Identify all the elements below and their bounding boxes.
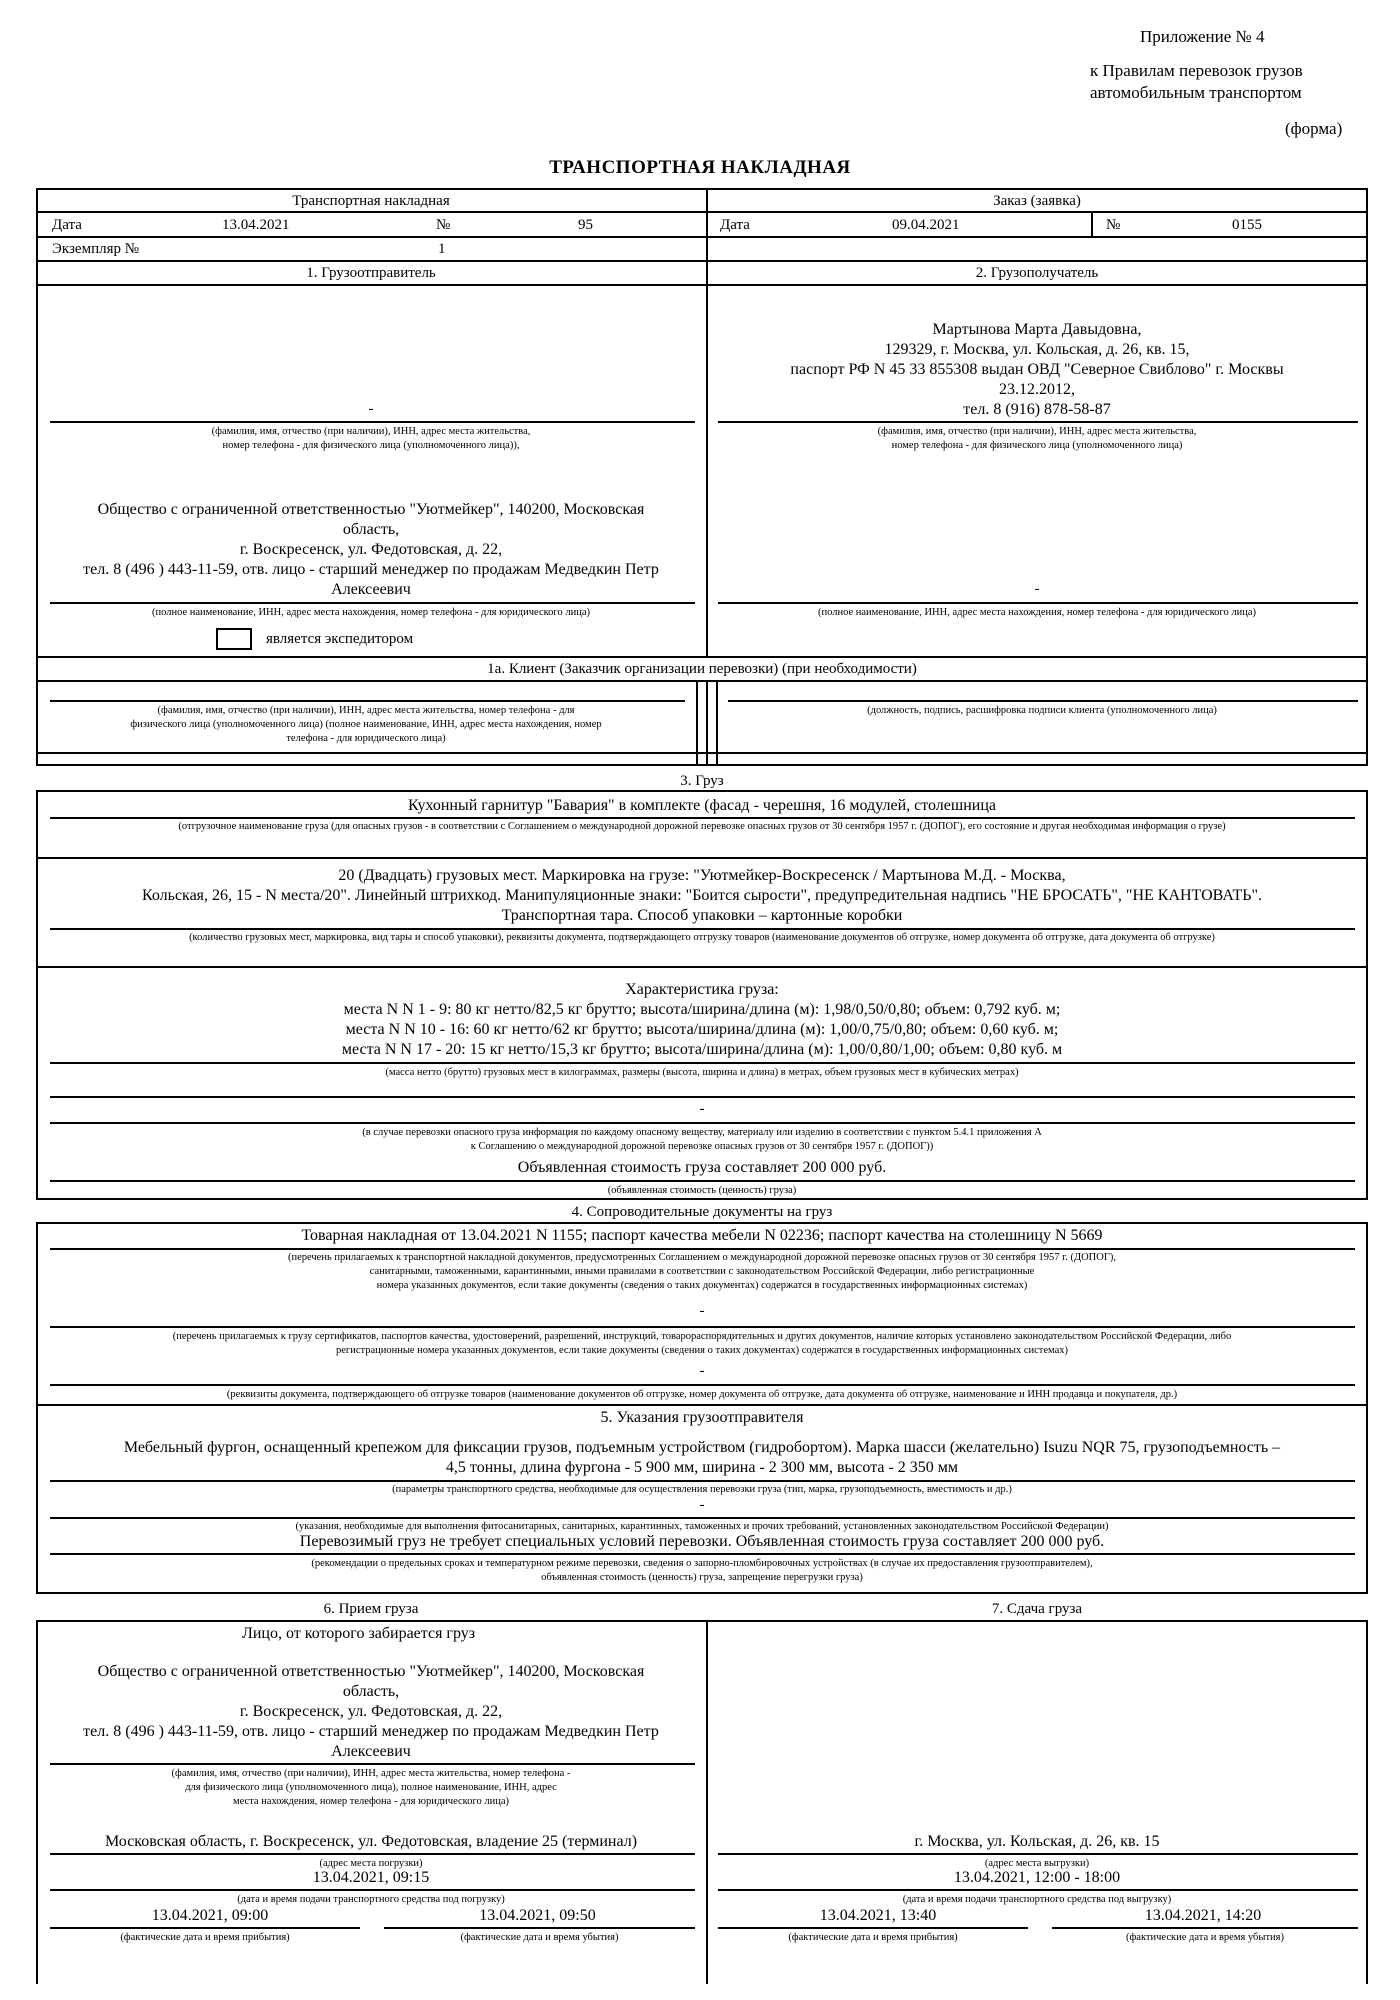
unloading-arrival-caption: (фактические дата и время прибытия): [788, 1932, 958, 1943]
consignee-company-caption: (полное наименование, ИНН, адрес места нахождения, номер телефона - для юридического лица): [818, 607, 1256, 618]
recommend-caption1: (рекомендации о предельных сроках и температурном режиме перевозки, сведения о запорно-пломбировочных устройствах (в случае их предоставления грузоотправителем),: [311, 1558, 1093, 1569]
s6-company-line1: Общество с ограниченной ответственностью "Уютмейкер", 140200, Московская: [97, 1663, 645, 1680]
consignee-line2: 129329, г. Москва, ул. Кольская, д. 26, кв. 15,: [884, 341, 1190, 358]
cargo-value: Объявленная стоимость груза составляет 200 000 руб.: [517, 1159, 887, 1176]
section1a-title: 1а. Клиент (Заказчик организации перевозки) (при необходимости): [487, 661, 917, 677]
docs-shipping-caption: (реквизиты документа, подтверждающего об отгрузке товаров (наименование документов об отгрузке, номер документа об отгрузке, дата документа об отгрузке, наименование и ИНН продавца и покупателя, др.): [226, 1389, 1178, 1400]
cargo-char-caption: (масса нетто (брутто) грузовых мест в килограммах, размеры (высота, ширина и длина) в метрах, объем грузовых мест в кубических метрах): [385, 1067, 1019, 1078]
docs-caption2: санитарными, таможенными, карантинными, иными правилами в соответствии с законодательством Российской Федерации, либо регистрационные: [369, 1266, 1035, 1277]
unloading-address-caption: (адрес места выгрузки): [984, 1858, 1090, 1869]
client-sign-caption: (должность, подпись, расшифровка подписи клиента (уполномоченного лица): [867, 705, 1217, 716]
docs-certs: -: [699, 1303, 705, 1319]
section5-title: 5. Указания грузоотправителя: [600, 1409, 804, 1426]
cargo-name: Кухонный гарнитур "Бавария" в комплекте (фасад - черешня, 16 модулей, столешница: [408, 797, 996, 814]
cargo-places-caption: (количество грузовых мест, маркировка, вид тары и способ упаковки), реквизиты документа, подтверждающего отгрузку товаров (наименование документов об отгрузке, номер документа об отгрузке, дата документа об отгрузке): [189, 932, 1215, 943]
order-no-label: №: [1106, 217, 1121, 233]
appendix-form: (форма): [1285, 119, 1343, 138]
consignee-line5: тел. 8 (916) 878-58-87: [963, 401, 1111, 418]
copy-no: 1: [438, 241, 446, 257]
shipper-company-line2: область,: [342, 521, 400, 538]
instructions: -: [699, 1497, 705, 1513]
docs-certs-caption1: (перечень прилагаемых к грузу сертификатов, паспортов качества, удостоверений, разрешений, инструкций, товарораспорядительных и других документов, наличие которых установлено законодательством Российской Федерации, либо: [172, 1331, 1232, 1342]
docs-shipping: -: [699, 1363, 705, 1379]
loading-arrival-caption: (фактические дата и время прибытия): [120, 1932, 290, 1943]
cargo-char-line1: места N N 1 - 9: 80 кг нетто/82,5 кг брутто; высота/ширина/длина (м): 1,98/0,50/0,80; объем: 0,792 куб. м;: [343, 1001, 1061, 1018]
cargo-dangerous-caption1: (в случае перевозки опасного груза информация по каждому опасному веществу, материалу или изделию в соответствии с пунктом 5.4.1 приложения А: [362, 1127, 1042, 1138]
cargo-places-line3: Транспортная тара. Способ упаковки – картонные коробки: [501, 907, 903, 924]
unloading-submit: 13.04.2021, 12:00 - 18:00: [953, 1869, 1121, 1886]
consignee-individual-caption2: номер телефона - для физического лица (уполномоченного лица): [891, 440, 1183, 451]
consignee-line1: Мартынова Марта Давыдовна,: [932, 321, 1142, 338]
order-no: 0155: [1232, 217, 1262, 233]
unloading-address: г. Москва, ул. Кольская, д. 26, кв. 15: [914, 1833, 1160, 1850]
recommend: Перевозимый груз не требует специальных условий перевозки. Объявленная стоимость груза составляет 200 000 руб.: [299, 1533, 1105, 1550]
cargo-value-caption: (объявленная стоимость (ценность) груза): [607, 1185, 797, 1196]
client-caption2: физического лица (уполномоченного лица) (полное наименование, ИНН, адрес места нахождения, номер: [130, 719, 602, 730]
consignee-company: -: [1034, 581, 1040, 597]
loading-address: Московская область, г. Воскресенск, ул. Федотовская, владение 25 (терминал): [104, 1833, 638, 1850]
section1-title: 1. Грузоотправитель: [306, 265, 436, 281]
shipper-company-line1: Общество с ограниченной ответственностью "Уютмейкер", 140200, Московская: [97, 501, 645, 518]
s6-company-line4: тел. 8 (496 ) 443-11-59, отв. лицо - старший менеджер по продажам Медведкин Петр: [83, 1723, 659, 1740]
cargo-dangerous-caption2: к Соглашению о международной дорожной перевозке опасных грузов от 30 сентября 1957 г. (ДОПОГ)): [470, 1141, 934, 1152]
s6-company-line2: область,: [342, 1683, 400, 1700]
s6-caption2: для физического лица (уполномоченного лица), полное наименование, ИНН, адрес: [185, 1782, 557, 1793]
cargo-places-line2: Кольская, 26, 15 - N места/20". Линейный штрихкод. Манипуляционные знаки: "Боится сырости", предупредительная надпись "НЕ БРОСАТЬ", "НЕ КАНТОВАТЬ".: [142, 887, 1262, 904]
order-date: 09.04.2021: [892, 217, 960, 233]
shipper-company-caption: (полное наименование, ИНН, адрес места нахождения, номер телефона - для юридического лица): [152, 607, 590, 618]
order-date-label: Дата: [720, 217, 750, 233]
forwarder-label: является экспедитором: [266, 631, 414, 647]
s6-company-line3: г. Воскресенск, ул. Федотовская, д. 22,: [239, 1703, 503, 1720]
loading-arrival: 13.04.2021, 09:00: [151, 1907, 269, 1924]
shipper-individual: -: [368, 401, 374, 417]
loading-departure-caption: (фактические дата и время убытия): [460, 1932, 619, 1943]
shipper-individual-caption2: номер телефона - для физического лица (уполномоченного лица)),: [222, 440, 520, 451]
consignee-line4: 23.12.2012,: [999, 381, 1075, 398]
section2-title: 2. Грузополучатель: [975, 265, 1099, 281]
cargo-char-line3: места N N 17 - 20: 15 кг нетто/15,3 кг брутто; высота/ширина/длина (м): 1,00/0,80/1,00; объем: 0,80 куб. м: [341, 1041, 1063, 1058]
vehicle-line2: 4,5 тонны, длина фургона - 5 900 мм, ширина - 2 300 мм, высота - 2 350 мм: [445, 1459, 959, 1476]
shipper-company-line3: г. Воскресенск, ул. Федотовская, д. 22,: [239, 541, 503, 558]
consignee-line3: паспорт РФ N 45 33 855308 выдан ОВД "Северное Свиблово" г. Москвы: [790, 361, 1284, 378]
client-caption1: (фамилия, имя, отчество (при наличии), ИНН, адрес места жительства, номер телефона - для: [157, 705, 575, 716]
appendix-line1: к Правилам перевозок грузов: [1090, 61, 1303, 80]
unloading-departure: 13.04.2021, 14:20: [1144, 1907, 1262, 1924]
docs-certs-caption2: регистрационные номера указанных документов, если такие документы (сведения о таких документах) содержатся в государственных информационных системах): [335, 1345, 1069, 1356]
docs-caption3: номера указанных документов, если такие документы (сведения о таких документах) содержатся в государственных информационных системах): [376, 1280, 1028, 1291]
section7-title: 7. Сдача груза: [991, 1601, 1083, 1617]
from-label: Лицо, от которого забирается груз: [242, 1625, 476, 1642]
waybill-date: 13.04.2021: [222, 217, 290, 233]
cargo-char-line2: места N N 10 - 16: 60 кг нетто/62 кг брутто; высота/ширина/длина (м): 1,00/0,75/0,80; объем: 0,60 куб. м;: [345, 1021, 1059, 1038]
s6-company-line5: Алексеевич: [331, 1743, 411, 1760]
recommend-caption2: объявленная стоимость (ценность) груза, запрещение перегрузки груза): [541, 1572, 863, 1583]
loading-address-caption: (адрес места погрузки): [319, 1858, 423, 1869]
s6-caption1: (фамилия, имя, отчество (при наличии), ИНН, адрес места жительства, номер телефона -: [171, 1768, 571, 1779]
cargo-name-caption: (отгрузочное наименование груза (для опасных грузов - в соответствии с Соглашением о международной дорожной перевозке опасных грузов от 30 сентября 1957 г. (ДОПОГ), его состояние и другая необходимая информация о грузе): [178, 821, 1226, 832]
copy-label: Экземпляр №: [52, 241, 140, 257]
loading-submit-caption: (дата и время подачи транспортного средства под погрузку): [237, 1894, 505, 1905]
waybill-date-label: Дата: [52, 217, 82, 233]
section4-title: 4. Сопроводительные документы на груз: [571, 1204, 833, 1220]
appendix-line2: автомобильным транспортом: [1090, 83, 1302, 102]
order-label: Заказ (заявка): [993, 193, 1081, 209]
client-caption3: телефона - для юридического лица): [286, 733, 446, 744]
docs-list: Товарная накладная от 13.04.2021 N 1155; паспорт качества мебели N 02236; паспорт качества на столешницу N 5669: [301, 1227, 1103, 1244]
shipper-company-line4: тел. 8 (496 ) 443-11-59, отв. лицо - старший менеджер по продажам Медведкин Петр: [83, 561, 659, 578]
unloading-arrival: 13.04.2021, 13:40: [819, 1907, 937, 1924]
docs-caption1: (перечень прилагаемых к транспортной накладной документов, предусмотренных Соглашением о международной дорожной перевозке опасных грузов от 30 сентября 1957 г. (ДОПОГ),: [287, 1252, 1117, 1263]
cargo-dangerous: -: [699, 1101, 705, 1117]
instructions-caption: (указания, необходимые для выполнения фитосанитарных, санитарных, карантинных, таможенных и прочих требований, установленных законодательством Российской Федерации): [295, 1521, 1109, 1532]
waybill-no-label: №: [436, 217, 451, 233]
loading-submit: 13.04.2021, 09:15: [312, 1869, 430, 1886]
forwarder-checkbox[interactable]: [216, 628, 252, 650]
shipper-individual-caption1: (фамилия, имя, отчество (при наличии), ИНН, адрес места жительства,: [211, 426, 531, 437]
vehicle-caption: (параметры транспортного средства, необходимые для осуществления перевозки груза (тип, марка, грузоподъемность, вместимость и др.): [392, 1484, 1012, 1495]
waybill-no: 95: [578, 217, 593, 233]
loading-departure: 13.04.2021, 09:50: [479, 1907, 596, 1924]
unloading-departure-caption: (фактические дата и время убытия): [1126, 1932, 1284, 1943]
shipper-company-line5: Алексеевич: [331, 581, 411, 598]
doc-title: ТРАНСПОРТНАЯ НАКЛАДНАЯ: [549, 157, 851, 178]
cargo-places-line1: 20 (Двадцать) грузовых мест. Маркировка на грузе: "Уютмейкер-Воскресенск / Мартынова М.Д. - Москва,: [338, 867, 1066, 884]
unloading-submit-caption: (дата и время подачи транспортного средства под выгрузку): [902, 1894, 1172, 1905]
consignee-individual-caption1: (фамилия, имя, отчество (при наличии), ИНН, адрес места жительства,: [877, 426, 1197, 437]
section6-title: 6. Прием груза: [323, 1601, 419, 1617]
appendix-number: Приложение № 4: [1140, 27, 1265, 46]
s6-caption3: места нахождения, номер телефона - для юридического лица): [232, 1796, 510, 1807]
vehicle-line1: Мебельный фургон, оснащенный крепежом для фиксации грузов, подъемным устройством (гидробортом). Марка шасси (желательно) Isuzu NQR 75, грузоподъемность –: [123, 1439, 1281, 1456]
waybill-label: Транспортная накладная: [292, 193, 450, 209]
section3-title: 3. Груз: [680, 773, 724, 789]
cargo-char-title: Характеристика груза:: [625, 981, 779, 998]
